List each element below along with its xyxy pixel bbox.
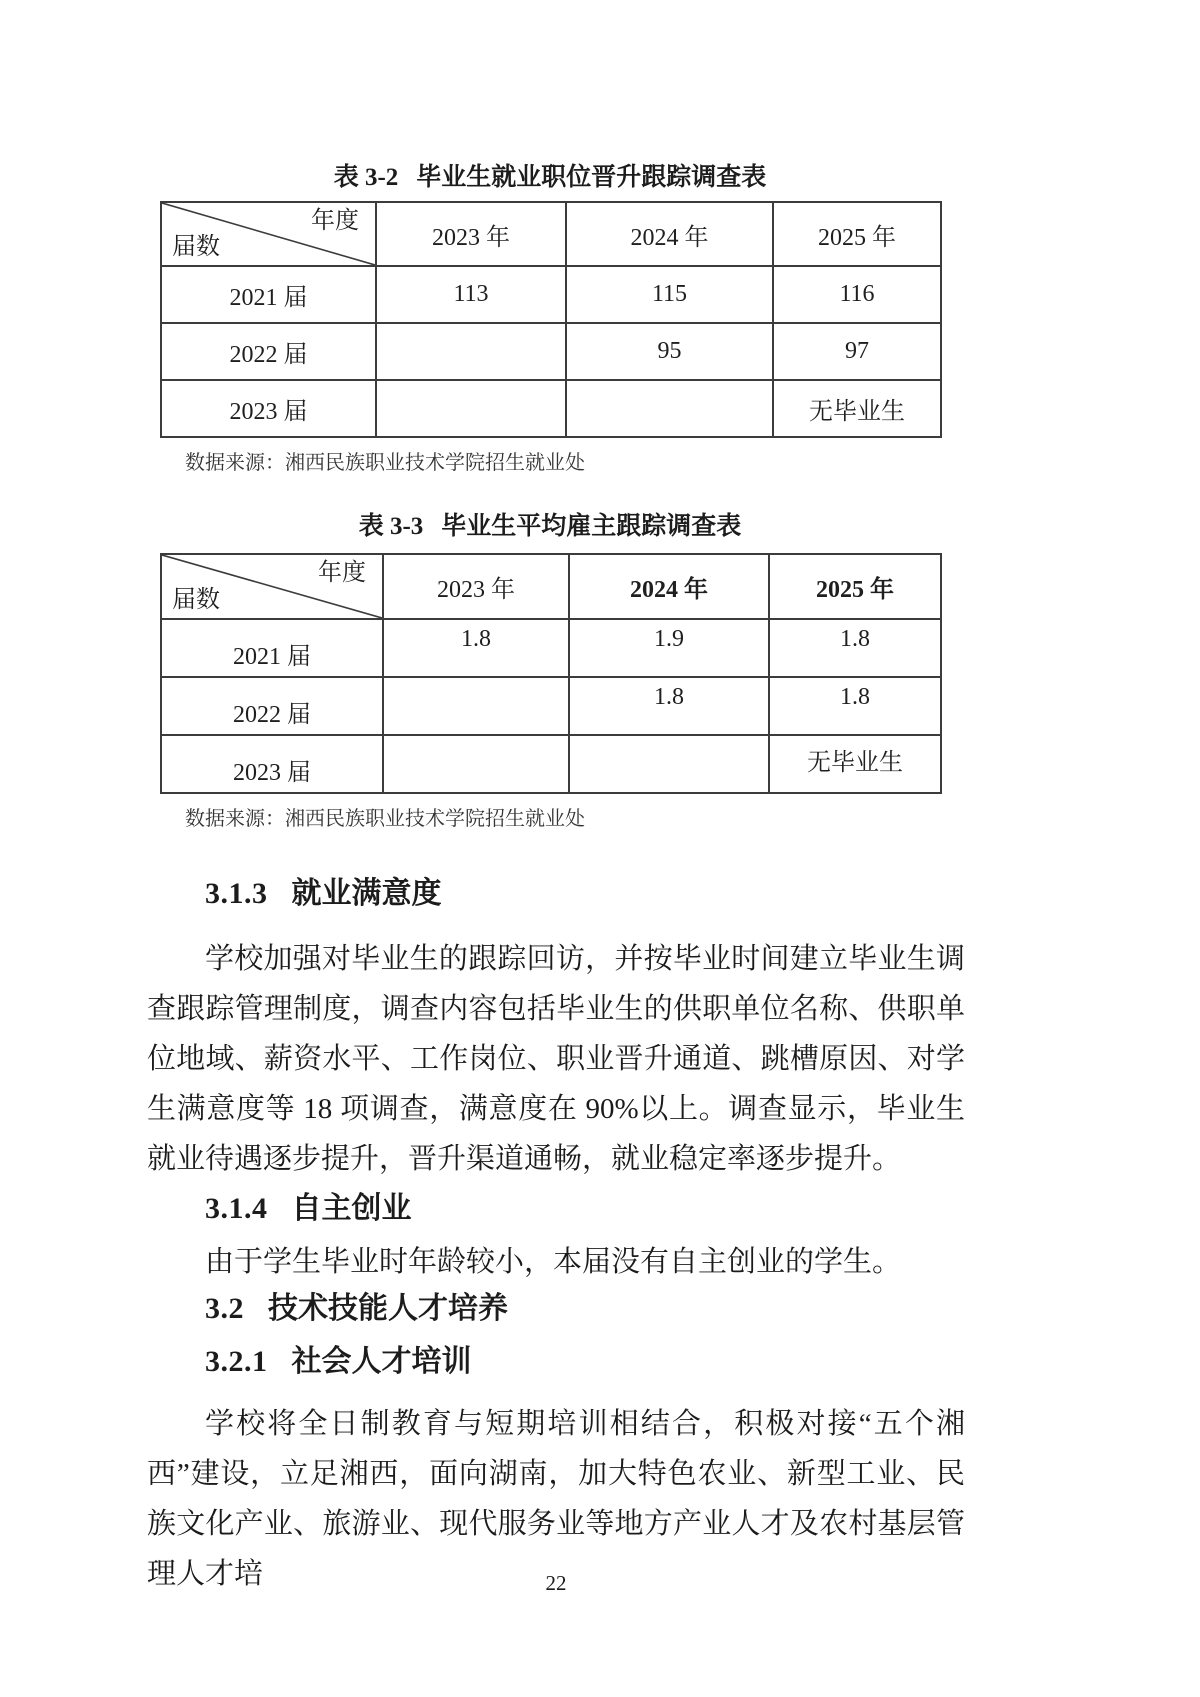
cohort-label: 2021 届: [161, 619, 383, 677]
data-cell: 113: [376, 266, 566, 323]
data-cell: [376, 323, 566, 380]
year-column-header: 2023 年: [383, 554, 569, 619]
table-row: [161, 323, 941, 380]
table-3-2-header-row: [161, 202, 941, 266]
corner-cell: [161, 554, 383, 619]
paragraph-social-talent-training: 学校将全日制教育与短期培训相结合，积极对接“五个湘西”建设，立足湘西，面向湖南，加大特色农业、新型工业、民族文化产业、旅游业、现代服务业等地方产业人才及农村基层管理人才培: [147, 1408, 965, 1590]
corner-label-cohort: 届数: [172, 587, 220, 613]
section-number: 3.1.4: [205, 1192, 268, 1225]
year-column-header: 2024 年: [566, 202, 773, 266]
section-heading-3-1-4: [205, 1191, 965, 1227]
data-cell: 1.8: [383, 619, 569, 677]
data-cell: [383, 735, 569, 793]
table-3-2-caption: 毕业生就业职位晋升跟踪调查表: [416, 164, 767, 191]
section-title: 社会人才培训: [291, 1345, 472, 1378]
data-cell: 97: [773, 323, 941, 380]
cohort-label: 2022 届: [161, 677, 383, 735]
table-3-3-caption: 毕业生平均雇主跟踪调查表: [441, 513, 742, 540]
data-cell: 1.8: [769, 619, 941, 677]
data-cell: [383, 677, 569, 735]
data-cell: 1.8: [569, 677, 769, 735]
year-column-header: 2025 年: [773, 202, 941, 266]
table-3-2: [160, 201, 942, 438]
data-cell: [566, 380, 773, 437]
section-number: 3.1.3: [205, 877, 268, 910]
year-column-header: 2023 年: [376, 202, 566, 266]
section-heading-3-1-3: [205, 876, 965, 912]
table-row: [161, 677, 941, 735]
table-row: [161, 619, 941, 677]
data-cell: 115: [566, 266, 773, 323]
section-heading-3-2: [205, 1291, 965, 1327]
section-title: 自主创业: [291, 1192, 412, 1225]
paragraph-employment-satisfaction: 学校加强对毕业生的跟踪回访，并按毕业时间建立毕业生调查跟踪管理制度，调查内容包括毕业生的供职单位名称、供职单位地域、薪资水平、工作岗位、职业晋升通道、跳槽原因、对学生满意度等 18 项调查，满意度在 90%以上。调查显示，毕业生就业待遇逐步提升，晋升渠道通畅，就业稳定率逐步提升。: [147, 943, 965, 1175]
data-cell: 1.8: [769, 677, 941, 735]
data-cell: [569, 735, 769, 793]
page-number: 22: [545, 1571, 567, 1595]
data-cell: 无毕业生: [769, 735, 941, 793]
table-3-2-source: 数据来源：湘西民族职业技术学院招生就业处: [185, 452, 585, 474]
table-3-2-number: 表 3-2: [333, 164, 399, 191]
data-cell: [376, 380, 566, 437]
data-cell: 1.9: [569, 619, 769, 677]
data-cell: 无毕业生: [773, 380, 941, 437]
cohort-label: 2023 届: [161, 380, 376, 437]
corner-cell: [161, 202, 376, 266]
table-row: [161, 735, 941, 793]
year-column-header: 2025 年: [769, 554, 941, 619]
table-3-3-source: 数据来源：湘西民族职业技术学院招生就业处: [185, 808, 585, 830]
cohort-label: 2021 届: [161, 266, 376, 323]
section-number: 3.2: [205, 1292, 244, 1325]
table-row: [161, 380, 941, 437]
section-title: 技术技能人才培养: [268, 1292, 508, 1325]
corner-label-year: 年度: [311, 208, 359, 234]
table-3-3: [160, 553, 942, 794]
paragraph-self-employment: 由于学生毕业时年龄较小，本届没有自主创业的学生。: [205, 1246, 902, 1278]
cohort-label: 2022 届: [161, 323, 376, 380]
cohort-label: 2023 届: [161, 735, 383, 793]
data-cell: 116: [773, 266, 941, 323]
corner-label-cohort: 届数: [172, 234, 220, 260]
table-row: [161, 266, 941, 323]
corner-label-year: 年度: [318, 560, 366, 586]
section-title: 就业满意度: [291, 877, 442, 910]
table-3-2-title: [160, 165, 940, 191]
data-cell: 95: [566, 323, 773, 380]
section-number: 3.2.1: [205, 1345, 268, 1378]
section-heading-3-2-1: [205, 1344, 965, 1380]
table-3-3-header-row: [161, 554, 941, 619]
year-column-header: 2024 年: [569, 554, 769, 619]
table-3-3-title: [160, 514, 940, 540]
table-3-3-number: 表 3-3: [358, 513, 424, 540]
